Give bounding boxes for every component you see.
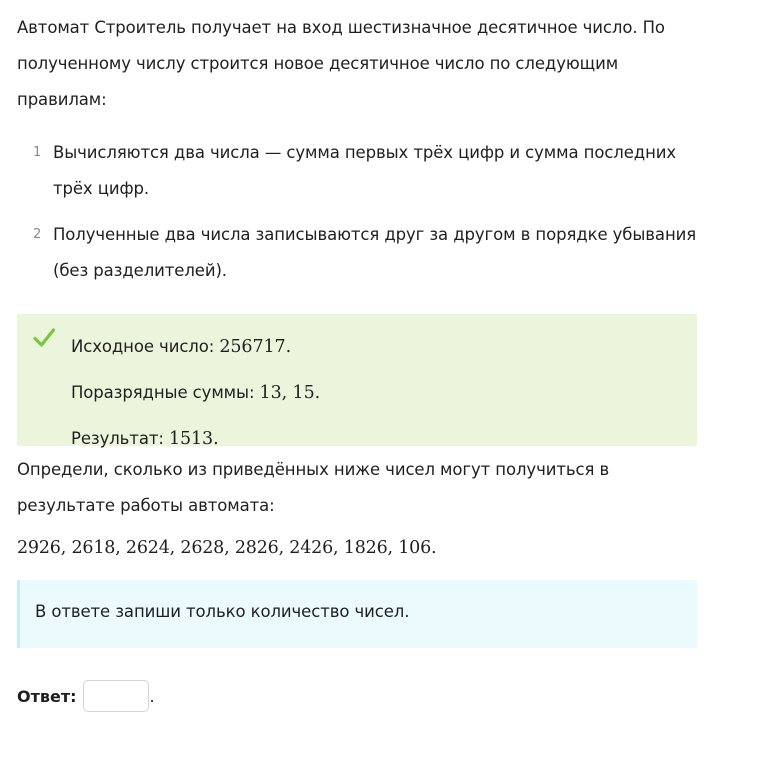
answer-row	[17, 680, 697, 712]
example-source-number	[71, 324, 697, 370]
answer-suffix: .	[149, 687, 155, 706]
answer-input[interactable]	[83, 680, 149, 712]
example-value: 1513.	[168, 429, 219, 449]
example-value: 256717.	[219, 337, 292, 357]
rule-text: Полученные два числа записываются друг за другом в порядке убывания (без разделителей).	[53, 225, 697, 280]
rule-item	[17, 135, 697, 207]
rule-number: 1	[33, 145, 42, 160]
rule-number: 2	[33, 227, 42, 242]
hint-text: В ответе запиши только количество чисел.	[35, 602, 410, 621]
task-content	[17, 0, 697, 712]
task-question: Определи, сколько из приведённых ниже чисел могут получиться в результате работы автомата:	[17, 460, 610, 515]
example-label: Результат:	[71, 429, 169, 448]
hint-box	[17, 580, 697, 648]
task-intro: Автомат Строитель получает на вход шестизначное десятичное число. По полученному числу строится новое десятичное число по следующим правилам:	[17, 18, 665, 109]
answer-label: Ответ:	[17, 686, 77, 706]
example-label: Исходное число:	[71, 337, 220, 356]
example-value: 13, 15.	[259, 383, 321, 403]
example-digit-sums	[71, 370, 697, 416]
candidate-numbers: 2926, 2618, 2624, 2628, 2826, 2426, 1826, 106.	[17, 538, 437, 558]
rule-text: Вычисляются два числа — сумма первых трёх цифр и сумма последних трёх цифр.	[53, 143, 677, 198]
example-label: Поразрядные суммы:	[71, 383, 260, 402]
example-box	[17, 314, 697, 449]
example-result	[71, 416, 697, 462]
rules-list	[17, 135, 697, 289]
rule-item	[17, 217, 697, 289]
check-icon	[33, 327, 55, 349]
